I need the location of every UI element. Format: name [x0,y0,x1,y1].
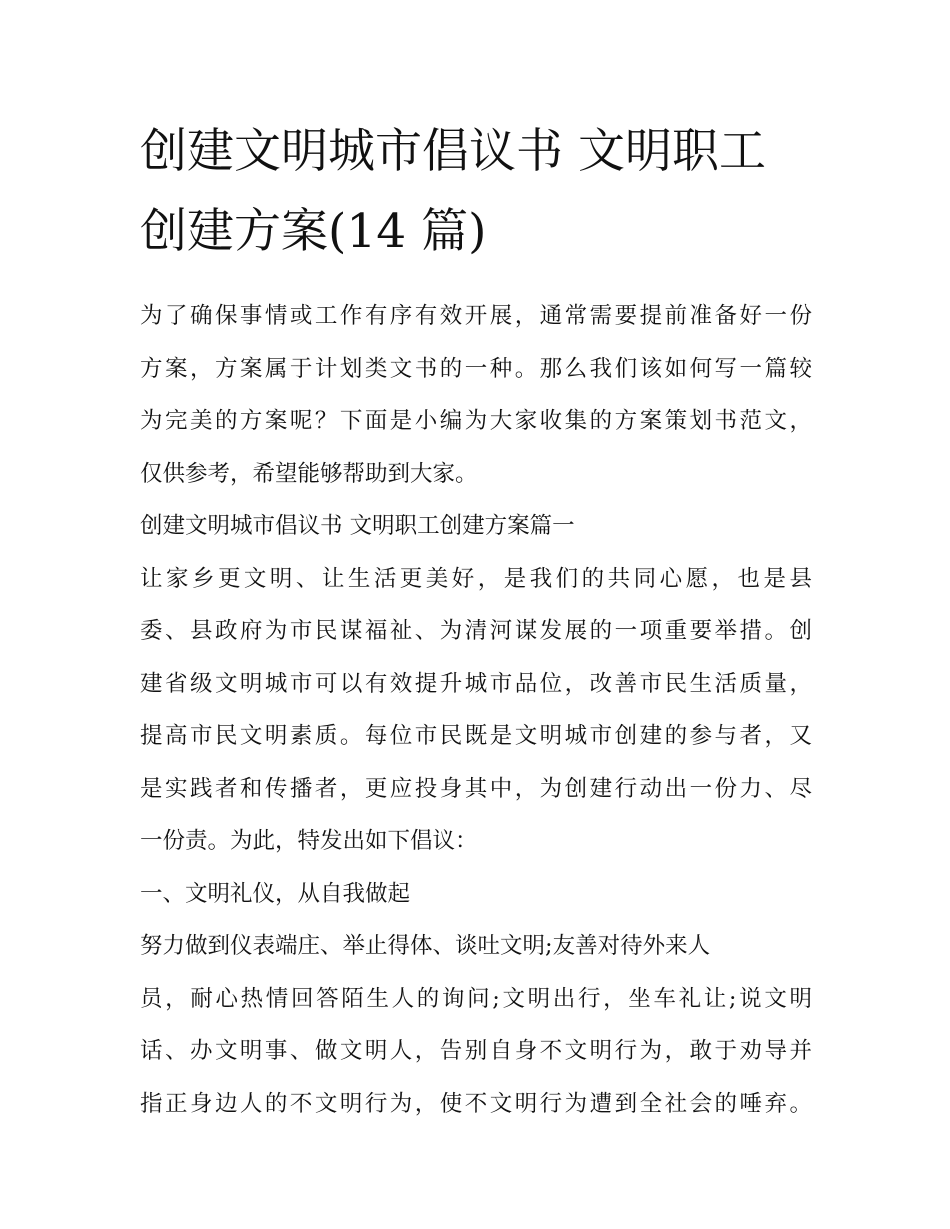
text-line: 仅供参考，希望能够帮助到大家。 [140,460,478,487]
document-title [140,112,812,272]
item-paragraph [140,920,812,1130]
text-line: 提高市民文明素质。每位市民既是文明城市创建的参与者，又 [140,723,812,749]
text-line: 为完美的方案呢？下面是小编为大家收集的方案策划书范文， [140,408,812,434]
text-line: 委、县政府为市民谋福祉、为清河谋发展的一项重要举措。创 [140,618,812,644]
text-line: 努力做到仪表端庄、举止得体、谈吐文明;友善对待外来人 [140,933,711,959]
text-line: 一份责。为此，特发出如下倡议： [140,828,478,854]
text-line: 是实践者和传播者，更应投身其中，为创建行动出一份力、尽 [140,775,812,802]
text-line: 指正身边人的不文明行为，使不文明行为遭到全社会的唾弃。 [140,1090,812,1117]
text-line: 建省级文明城市可以有效提升城市品位，改善市民生活质量， [140,670,812,697]
text-line: 创建文明城市倡议书 文明职工创建方案篇一 [140,513,575,539]
title-line: 创建文明城市倡议书 文明职工 [140,124,766,179]
text-line: 一、文明礼仪，从自我做起 [140,880,411,907]
title-line: 创建方案(14 篇) [140,204,487,259]
text-line: 让家乡更文明、让生活更美好，是我们的共同心愿，也是县 [140,565,812,592]
text-line: 方案，方案属于计划类文书的一种。那么我们该如何写一篇较 [140,355,812,382]
intro-paragraph [140,290,812,500]
body-paragraph [140,553,812,868]
section-heading [140,500,812,553]
item-heading [140,868,812,921]
document-page [140,112,812,1130]
text-line: 话、办文明事、做文明人，告别自身不文明行为，敢于劝导并 [140,1038,812,1064]
text-line: 员，耐心热情回答陌生人的询问;文明出行，坐车礼让;说文明 [140,985,812,1012]
text-line: 为了确保事情或工作有序有效开展，通常需要提前准备好一份 [140,303,812,329]
